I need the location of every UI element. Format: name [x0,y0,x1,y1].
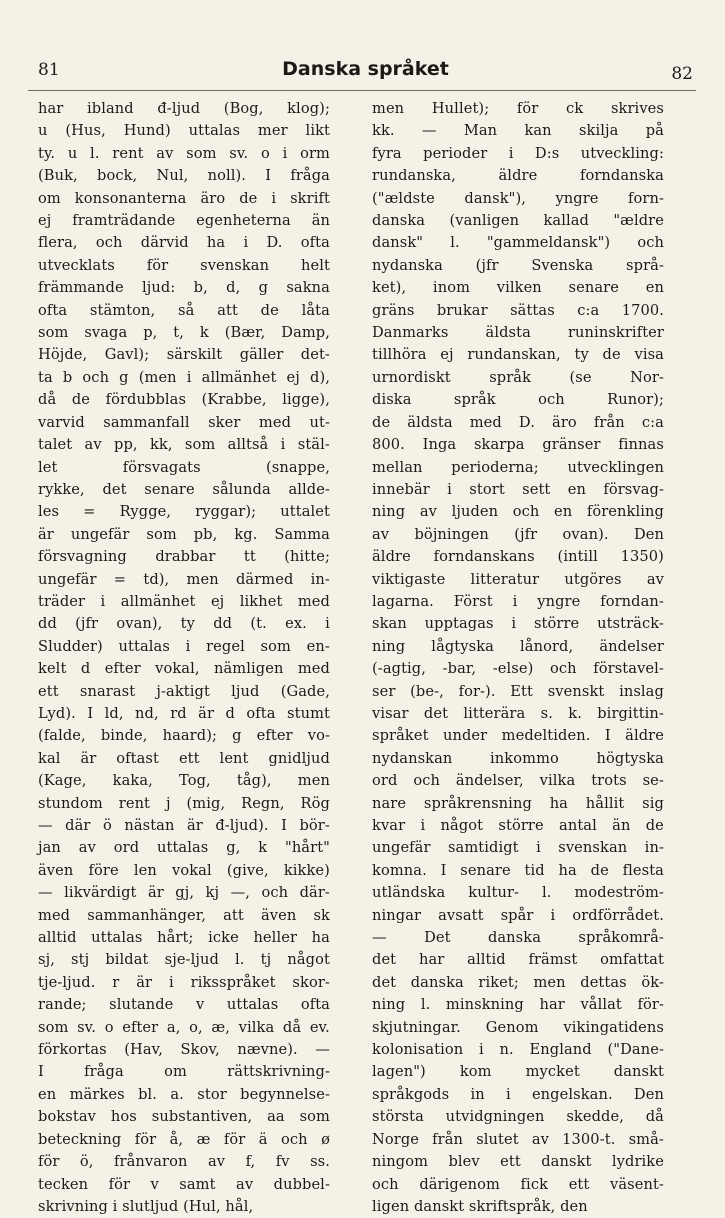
text-line: varvid sammanfall sker med ut- [38,413,330,431]
text-line: kal är oftast ett lent gnidljud [38,749,330,767]
text-line: ord och ändelser, vilka trots se- [372,772,664,790]
text-line: bokstav hos substantiven, aa som [38,1108,330,1126]
text-line: ket), inom vilken senare en [372,279,664,297]
text-line: tecken för v samt av dubbel- [38,1175,330,1193]
text-line: ningom blev ett danskt lydrike [372,1153,664,1171]
text-line: utvecklats för svenskan helt [38,256,330,274]
text-line: ("ældste dansk"), yngre forn- [372,189,664,207]
text-line: som sv. o efter a, o, æ, vilka då ev. [38,1018,330,1036]
text-line: ning l. minskning har vållat för- [372,996,664,1014]
text-line: lagen") kom mycket danskt [372,1063,664,1081]
running-title: Danska språket [282,58,449,80]
text-line: jan av ord uttalas g, k "hårt" [38,839,330,857]
text-line: rundanska, äldre forndanska [372,167,664,185]
text-line: Lyd). I ld, nd, rd är d ofta stumt [38,704,330,722]
text-line: nydanskan inkommo högtyska [372,749,664,767]
text-line: rande; slutande v uttalas ofta [38,996,330,1014]
text-line: språket under medeltiden. I äldre [372,727,664,745]
text-line: — Det danska språkområ- [372,929,664,947]
text-line: lagarna. Först i yngre forndan- [372,592,664,610]
text-line: skan upptagas i större utsträck- [372,615,664,633]
text-line: Höjde, Gavl); särskilt gäller det- [38,346,330,364]
text-line: de äldsta med D. äro från c:a [372,413,664,431]
page-number-right: 82 [671,64,693,84]
text-line: innebär i stort sett en försvag- [372,480,664,498]
text-line: försvagning drabbar tt (hitte; [38,548,330,566]
text-line: dansk" l. "gammeldansk") och [372,234,664,252]
text-line: ning av ljuden och en förenkling [372,503,664,521]
text-line: träder i allmänhet ej likhet med [38,592,330,610]
text-line: ofta stämton, så att de låta [38,301,330,319]
text-line: (Kage, kaka, Tog, tåg), men [38,772,330,790]
text-line: kolonisation i n. England ("Dane- [372,1041,664,1059]
text-line: fyra perioder i D:s utveckling: [372,144,664,162]
text-line: viktigaste litteratur utgöres av [372,570,664,588]
text-line: diska språk och Runor); [372,391,664,409]
text-line: ta b och g (men i allmänhet ej d), [38,368,330,386]
text-line: kvar i något större antal än de [372,817,664,834]
text-line: ungefär samtidigt i svenskan in- [372,839,664,857]
left-column [38,98,330,1215]
text-line: utländska kultur- l. modeström- [372,884,664,902]
text-line: ser (be-, for-). Ett svenskt inslag [372,682,664,700]
text-line: rykke, det senare sålunda allde- [38,480,330,498]
text-line: som svaga p, t, k (Bær, Damp, [38,324,330,342]
text-line: men Hullet); för ck skrives [372,100,664,117]
text-line: ningar avsatt spår i ordförrådet. [372,906,664,924]
text-line: nare språkrensning ha hållit sig [372,794,664,812]
text-line: visar det litterära s. k. birgittin- [372,704,664,722]
text-line: mellan perioderna; utvecklingen [372,458,664,476]
text-line: skjutningar. Genom vikingatidens [372,1018,664,1036]
text-line: största utvidgningen skedde, då [372,1108,664,1126]
text-line: är ungefär som pb, kg. Samma [38,525,330,543]
text-line: urnordiskt språk (se Nor- [372,368,664,386]
text-line: då de fördubblas (Krabbe, ligge), [38,391,330,409]
text-line: har ibland đ-ljud (Bog, klog); [38,100,330,117]
text-line: nydanska (jfr Svenska språ- [372,256,664,274]
text-line: förkortas (Hav, Skov, nævne). — [38,1041,330,1059]
text-line: les = Rygge, ryggar); uttalet [38,503,330,521]
text-line: äldre forndanskans (intill 1350) [372,548,664,566]
header-rule [28,90,696,91]
text-line: gräns brukar sättas c:a 1700. [372,301,664,319]
right-column [372,98,664,1215]
text-line: om konsonanterna äro de i skrift [38,189,330,207]
text-line: med sammanhänger, att även sk [38,906,330,924]
text-line: Danmarks äldsta runinskrifter [372,324,664,342]
text-line: det har alltid främst omfattat [372,951,664,969]
text-line: ungefär = td), men därmed in- [38,570,330,588]
text-line: u (Hus, Hund) uttalas mer likt [38,122,330,140]
text-line: let försvagats (snappe, [38,458,330,476]
text-line: I fråga om rättskrivning- [38,1063,330,1081]
text-line: kk. — Man kan skilja på [372,122,664,140]
text-line: alltid uttalas hårt; icke heller ha [38,929,330,947]
text-line: beteckning för å, æ för ä och ø [38,1130,330,1148]
text-line: tillhöra ej rundanskan, ty de visa [372,346,664,364]
text-line: det danska riket; men dettas ök- [372,973,664,991]
text-line: ning lågtyska lånord, ändelser [372,637,664,655]
text-line: ej framträdande egenheterna än [38,212,330,230]
text-line: sj, stj bildat sje-ljud l. tj något [38,951,330,969]
text-line: Norge från slutet av 1300-t. små- [372,1130,664,1148]
text-line: — där ö nästan är đ-ljud). I bör- [38,817,330,834]
text-line: för ö, frånvaron av f, fv ss. [38,1153,330,1171]
text-line: och därigenom fick ett väsent- [372,1175,664,1193]
text-line: kelt d efter vokal, nämligen med [38,660,330,678]
text-line: — likvärdigt är gj, kj —, och där- [38,884,330,902]
text-line: språkgods in i engelskan. Den [372,1085,664,1103]
text-line: komna. I senare tid ha de flesta [372,861,664,879]
text-line: 800. Inga skarpa gränser finnas [372,436,664,454]
text-line: av böjningen (jfr ovan). Den [372,525,664,543]
text-line: skrivning i slutljud (Hul, hål, [38,1197,254,1215]
text-line: även före len vokal (give, kikke) [38,861,330,879]
page-number-left: 81 [38,60,60,80]
text-line: dd (jfr ovan), ty dd (t. ex. i [38,615,330,633]
text-line: (Buk, bock, Nul, noll). I fråga [38,167,330,185]
text-line: ett snarast j-aktigt ljud (Gade, [38,682,330,700]
text-line: ligen danskt skriftspråk, den [372,1197,588,1215]
text-line: ty. u l. rent av som sv. o i orm [38,144,330,162]
text-line: en märkes bl. a. stor begynnelse- [38,1085,330,1103]
text-line: flera, och därvid ha i D. ofta [38,234,330,252]
page-header [38,58,693,88]
text-line: talet av pp, kk, som alltså i stäl- [38,436,330,454]
text-line: Sludder) uttalas i regel som en- [38,637,330,655]
text-line: danska (vanligen kallad "ældre [372,212,664,230]
text-line: stundom rent j (mig, Regn, Rög [38,794,330,812]
text-line: främmande ljud: b, d, g sakna [38,279,330,297]
text-line: (-agtig, -bar, -else) och förstavel- [372,660,664,678]
text-line: (falde, binde, haard); g efter vo- [38,727,330,745]
text-line: tje-ljud. r är i riksspråket skor- [38,973,330,991]
